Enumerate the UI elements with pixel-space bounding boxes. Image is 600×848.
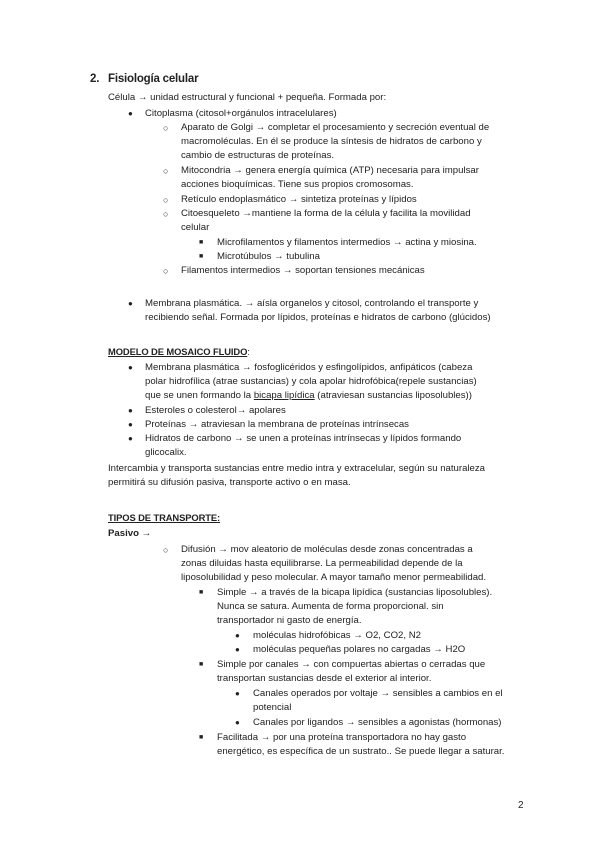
mito-line-2: acciones bioquímicas. Tiene sus propios cromosomas. (181, 179, 414, 190)
mosaico-heading: MODELO DE MOSAICO FLUIDO: (108, 346, 250, 358)
citoesqueleto-line-1: Citoesqueleto →mantiene la forma de la célula y facilita la movilidad (181, 208, 471, 219)
section-title: Fisiología celular (108, 73, 199, 85)
bullet-disc-icon: ● (235, 689, 240, 698)
difusion-line-1: Difusión → mov aleatorio de moléculas desde zonas concentradas a (181, 544, 473, 555)
bullet-disc-icon: ● (235, 645, 240, 654)
canales-line-1: Simple por canales → con compuertas abiertas o cerradas que (217, 659, 486, 670)
difusion-line-2: zonas diluidas hasta equilibrarse. La permeabilidad depende de la (181, 558, 463, 569)
simple-line-3: transportador ni gasto de energía. (217, 615, 362, 626)
section-number: 2. (90, 73, 100, 85)
simple-line-2: Nunca se satura. Aumenta de forma proporcional. sin (217, 601, 444, 612)
membrana-line-1: Membrana plasmática. → aísla organelos y citosol, controlando el transporte y (145, 298, 479, 309)
mito-line-1: Mitocondria → genera energía química (ATP) necesaria para impulsar (181, 165, 479, 176)
ligandos-line: Canales por ligandos → sensibles a agonistas (hormonas) (253, 717, 502, 728)
proteinas-line: Proteínas → atraviesan la membrana de proteínas intrínsecas (145, 419, 409, 430)
citoplasma-label: Citoplasma (citosol+orgánulos intracelulares) (145, 108, 337, 119)
microtubulos-line: Microtúbulos → tubulina (217, 251, 320, 262)
bullet-circle-icon: ○ (163, 195, 169, 205)
simple-line-1: Simple → a través de la bicapa lipídica (sustancias liposolubles). (217, 587, 493, 598)
mosaico-membrana-line-2: polar hidrofílica (atrae sustancias) y cola apolar hidrofóbica(repele sustancias) (145, 376, 477, 387)
golgi-line-2: macromoléculas. En él se produce la síntesis de hidratos de carbono y (181, 136, 482, 147)
pequenas-line: moléculas pequeñas polares no cargadas → H2O (253, 644, 466, 655)
bullet-square-icon: ■ (199, 734, 204, 741)
bullet-disc-icon: ● (235, 631, 240, 640)
bullet-disc-icon: ● (235, 718, 240, 727)
bullet-circle-icon: ○ (163, 123, 169, 133)
voltaje-line-1: Canales operados por voltaje → sensibles a cambios en el (253, 688, 503, 699)
mosaico-membrana-line-3: que se unen formando la bicapa lipídica (atraviesan sustancias liposolubles)) (145, 390, 472, 401)
pasivo-label: Pasivo → (108, 528, 152, 539)
voltaje-line-2: potencial (253, 702, 292, 713)
microfilamentos-line: Microfilamentos y filamentos intermedios → actina y miosina. (217, 237, 477, 248)
transporte-heading: TIPOS DE TRANSPORTE: (108, 512, 221, 523)
facilitada-line-1: Facilitada → por una proteína transportadora no hay gasto (217, 732, 467, 743)
intercambia-line-2: permitirá su difusión pasiva, transporte activo o en masa. (108, 477, 351, 488)
bullet-square-icon: ■ (199, 253, 204, 260)
bullet-disc-icon: ● (128, 420, 133, 429)
reticulo-line: Retículo endoplasmático → sintetiza proteínas y lípidos (181, 194, 417, 205)
bullet-disc-icon: ● (128, 299, 133, 308)
hidratos-line-2: glicocalix. (145, 447, 187, 458)
filamentos-line: Filamentos intermedios → soportan tensiones mecánicas (181, 265, 425, 276)
esteroles-line: Esteroles o colesterol→ apolares (145, 405, 286, 416)
citoesqueleto-line-2: celular (181, 222, 210, 233)
bullet-circle-icon: ○ (163, 266, 169, 276)
hidratos-line-1: Hidratos de carbono → se unen a proteínas intrínsecas y lípidos formando (145, 433, 462, 444)
bullet-circle-icon: ○ (163, 545, 169, 555)
difusion-line-3: liposolubilidad y peso molecular. A mayor tamaño menor permeabilidad. (181, 572, 487, 583)
golgi-line-3: cambio de estructuras de proteínas. (181, 150, 335, 161)
bullet-square-icon: ■ (199, 589, 204, 596)
bullet-disc-icon: ● (128, 434, 133, 443)
bullet-disc-icon: ● (128, 109, 133, 118)
canales-line-2: transportan sustancias desde el exterior al interior. (217, 673, 432, 684)
bullet-circle-icon: ○ (163, 166, 169, 176)
mosaico-membrana-line-1: Membrana plasmática → fosfoglicéridos y esfingolípidos, anfipáticos (cabeza (145, 362, 473, 373)
membrana-line-2: recibiendo señal. Formada por lípidos, proteínas e hidratos de carbono (glúcidos) (145, 312, 491, 323)
bullet-square-icon: ■ (199, 661, 204, 668)
facilitada-line-2: energético, es específica de un sustrato.. Se puede llegar a saturar. (217, 746, 505, 757)
bullet-circle-icon: ○ (163, 209, 169, 219)
hidrofobicas-line: moléculas hidrofóbicas → O2, CO2, N2 (253, 630, 421, 641)
intro-text: Célula → unidad estructural y funcional + pequeña. Formada por: (108, 92, 387, 103)
bicapa-lipidica-link: bicapa lipídica (253, 390, 315, 401)
bullet-square-icon: ■ (199, 239, 204, 246)
page-number: 2 (518, 800, 524, 811)
bullet-disc-icon: ● (128, 363, 133, 372)
intercambia-line-1: Intercambia y transporta sustancias entre medio intra y extracelular, según su naturaleza (108, 463, 486, 474)
bullet-disc-icon: ● (128, 406, 133, 415)
golgi-line-1: Aparato de Golgi → completar el procesamiento y secreción eventual de (181, 122, 490, 133)
